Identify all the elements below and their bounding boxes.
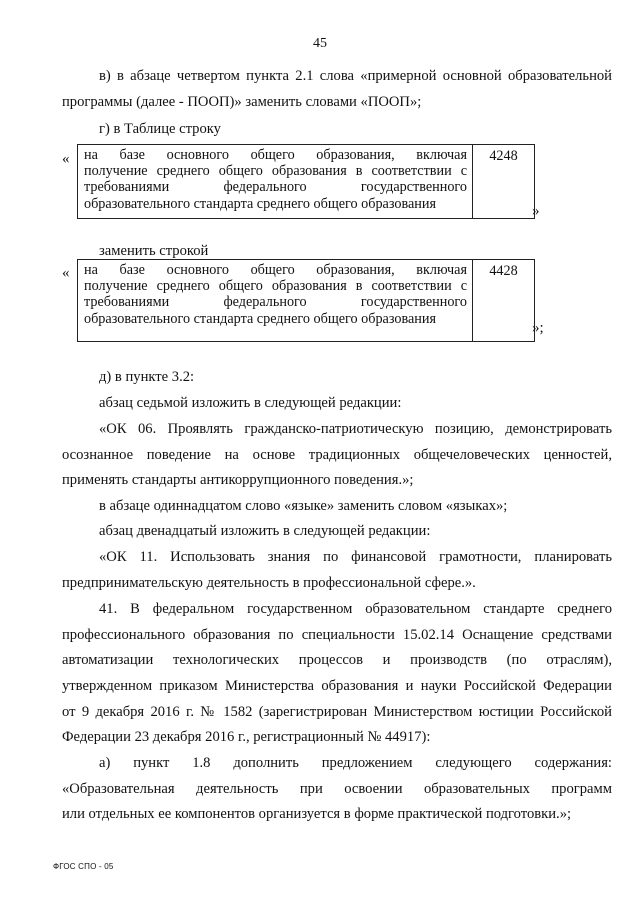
table1-open-quote: « — [62, 151, 70, 167]
table2-line: требованиями федерального государственного — [84, 294, 467, 311]
paragraph-v-line1: в) в абзаце четвертом пункта 2.1 слова «примерной основной образовательной — [99, 68, 612, 84]
table2-line: на базе основного общего образования, включая — [84, 262, 467, 278]
paragraph-41-line4: утвержденном приказом Министерства образования и науки Российской Федерации — [62, 678, 612, 694]
paragraph-a-line2: «Образовательная деятельность при освоении образовательных программ — [62, 781, 612, 797]
paragraph-41-line2: профессионального образования по специальности 15.02.14 Оснащение средствами — [62, 627, 612, 643]
ok06-line2: осознанное поведение на основе традиционных общечеловеческих ценностей, — [62, 447, 612, 463]
paragraph-a-line1: а) пункт 1.8 дополнить предложением следующего содержания: — [99, 755, 612, 771]
paragraph-d: д) в пункте 3.2: — [99, 369, 195, 385]
paragraph-41-line6: Федерации 23 декабря 2016 г., регистрационный № 44917): — [62, 729, 431, 745]
table2-text-cell — [78, 260, 473, 342]
ok06-line1: «ОК 06. Проявлять гражданско-патриотическую позицию, демонстрировать — [99, 421, 612, 437]
table2-open-quote: « — [62, 265, 70, 281]
table2-line: образовательного стандарта среднего общего образования — [84, 310, 436, 327]
table1-line: образовательного стандарта среднего общего образования — [84, 195, 436, 212]
ok11-line1: «ОК 11. Использовать знания по финансовой грамотности, планировать — [99, 549, 612, 565]
table1-line: на базе основного общего образования, включая — [84, 147, 467, 163]
table-row-replacement — [77, 259, 535, 342]
page-number: 45 — [313, 36, 327, 51]
table-row-original — [77, 144, 535, 219]
paragraph-abzac11: в абзаце одиннадцатом слово «языке» заменить словом «языках»; — [99, 498, 508, 514]
paragraph-41-line1: 41. В федеральном государственном образовательном стандарте среднего — [99, 601, 612, 617]
table2-close-quote: »; — [532, 320, 544, 336]
paragraph-abzac12: абзац двенадцатый изложить в следующей редакции: — [99, 523, 431, 539]
paragraph-g: г) в Таблице строку — [99, 121, 221, 137]
table1-line: получение среднего общего образования в соответствии с — [84, 163, 467, 180]
table2-line: получение среднего общего образования в соответствии с — [84, 278, 467, 295]
paragraph-v-line2: программы (далее - ПООП)» заменить словами «ПООП»; — [62, 94, 422, 110]
ok06-line3: применять стандарты антикоррупционного поведения.»; — [62, 472, 414, 488]
footer-code: ФГОС СПО - 05 — [53, 862, 114, 871]
paragraph-41-line5: от 9 декабря 2016 г. № 1582 (зарегистрирован Министерством юстиции Российской — [62, 704, 612, 720]
paragraph-abzac7: абзац седьмой изложить в следующей редакции: — [99, 395, 402, 411]
table1-text-cell — [78, 145, 473, 219]
ok11-line2: предпринимательскую деятельность в профессиональной сфере.». — [62, 575, 476, 591]
table2-value-cell: 4428 — [473, 260, 535, 342]
table1-line: требованиями федерального государственного — [84, 179, 467, 196]
paragraph-a-line3: или отдельных ее компонентов организуется в форме практической подготовки.»; — [62, 806, 572, 822]
table1-value-cell: 4248 — [473, 145, 535, 219]
paragraph-41-line3: автоматизации технологических процессов и производств (по отраслям), — [62, 652, 612, 668]
table1-close-quote: » — [532, 203, 540, 219]
replace-label: заменить строкой — [99, 243, 209, 259]
